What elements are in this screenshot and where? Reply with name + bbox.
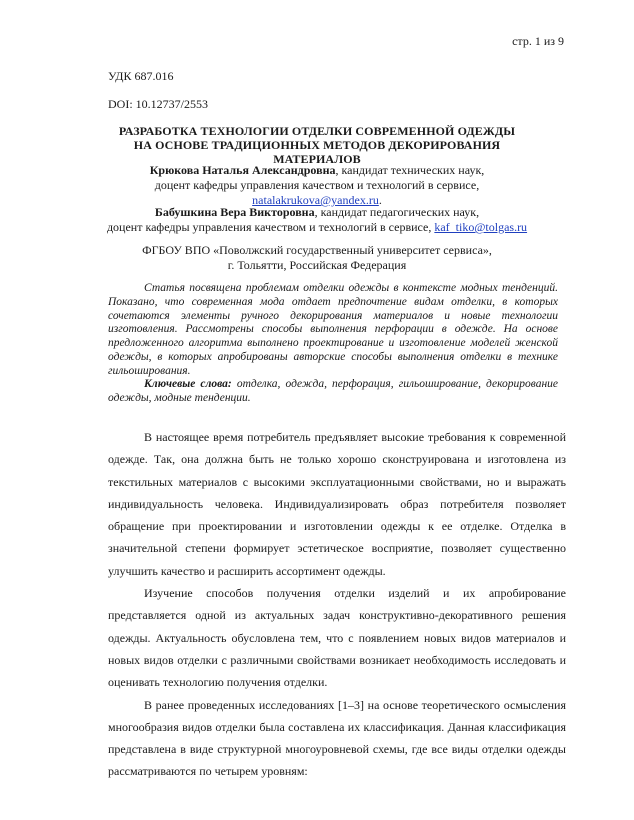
author-block-2 (90, 205, 544, 235)
paragraph: В ранее проведенных исследованиях [1–3] на основе теоретического осмысления многообразия видов отделки была составлена их классификация. Данная классификация представлена в виде структурной многоуровневой схемы, где все виды отделки одежды рассматриваются по четырем уровням: (108, 697, 566, 779)
page-indicator: стр. 1 из 9 (512, 34, 564, 48)
author-degree: , кандидат технических наук, (335, 163, 485, 177)
abstract: Статья посвящена проблемам отделки одежды в контексте модных тенденций. Показано, что современная мода отдает предпочтение видам отделки, в которых сочетаются элементы ручного декорирования материалов и новые технологии изготовления. Рассмотрены способы выполнения перфорации в одежде. На основе предложенного алгоритма выполнено проектирование и изготовление моделей женской одежды, в которых апробированы авторские способы выполнения отделки в технике гильоширования. (108, 282, 558, 377)
author-email-link[interactable]: kaf_tiko@tolgas.ru (434, 220, 528, 234)
title-line-1: РАЗРАБОТКА ТЕХНОЛОГИИ ОТДЕЛКИ СОВРЕМЕННОЙ ОДЕЖДЫ (118, 124, 516, 138)
udk-code: УДК 687.016 (108, 69, 174, 83)
body-text (108, 426, 566, 783)
paragraph: В настоящее время потребитель предъявляет высокие требования к современной одежде. Так, она должна быть не только хорошо сконструирована и изготовлена из текстильных материалов с высокими эксплуатационными свойствами, но и выражать индивидуальность человека. Индивидуализировать образ потребителя позволяет обращение при проектировании и изготовлении одежды к ее отделке. Отделка в значительной степени формирует эстетическое восприятие, позволяет существенно улучшить качество и расширить ассортимент одежды. (108, 430, 566, 578)
affiliation (90, 243, 544, 273)
author-name: Крюкова Наталья Александровна (149, 163, 336, 177)
paragraph: Изучение способов получения отделки изделий и их апробирование представляется одной из актуальных задач конструктивно-декоративного решения одежды. Актуальность обусловлена тем, что с появлением новых видов материалов и новых видов отделки с различными свойствами возникает необходимость исследовать и оценивать технологию получения отделки. (108, 586, 566, 690)
author-position: доцент кафедры управления качеством и технологий в сервисе, (154, 178, 480, 192)
author-name: Бабушкина Вера Викторовна (154, 205, 315, 219)
keywords-text: отделка, одежда, перфорация, гильоширование, декорирование одежды, модные тенденции. (108, 378, 559, 404)
keywords-label: Ключевые слова: (144, 378, 232, 390)
author-degree: , кандидат педагогических наук, (314, 205, 480, 219)
title-line-2: НА ОСНОВЕ ТРАДИЦИОННЫХ МЕТОДОВ ДЕКОРИРОВАНИЯ МАТЕРИАЛОВ (133, 138, 501, 166)
author-position-tail: . (378, 193, 382, 207)
author-position: доцент кафедры управления качеством и технологий в сервисе, (106, 220, 435, 234)
keywords (108, 378, 558, 406)
doi: DOI: 10.12737/2553 (108, 97, 208, 111)
article-title (108, 124, 526, 166)
affiliation-line-2: г. Тольятти, Российская Федерация (227, 258, 407, 272)
author-block-1 (90, 163, 544, 208)
author-email-link[interactable]: natalakrukova@yandex.ru (252, 193, 379, 207)
affiliation-line-1: ФГБОУ ВПО «Поволжский государственный университет сервиса», (142, 243, 492, 257)
